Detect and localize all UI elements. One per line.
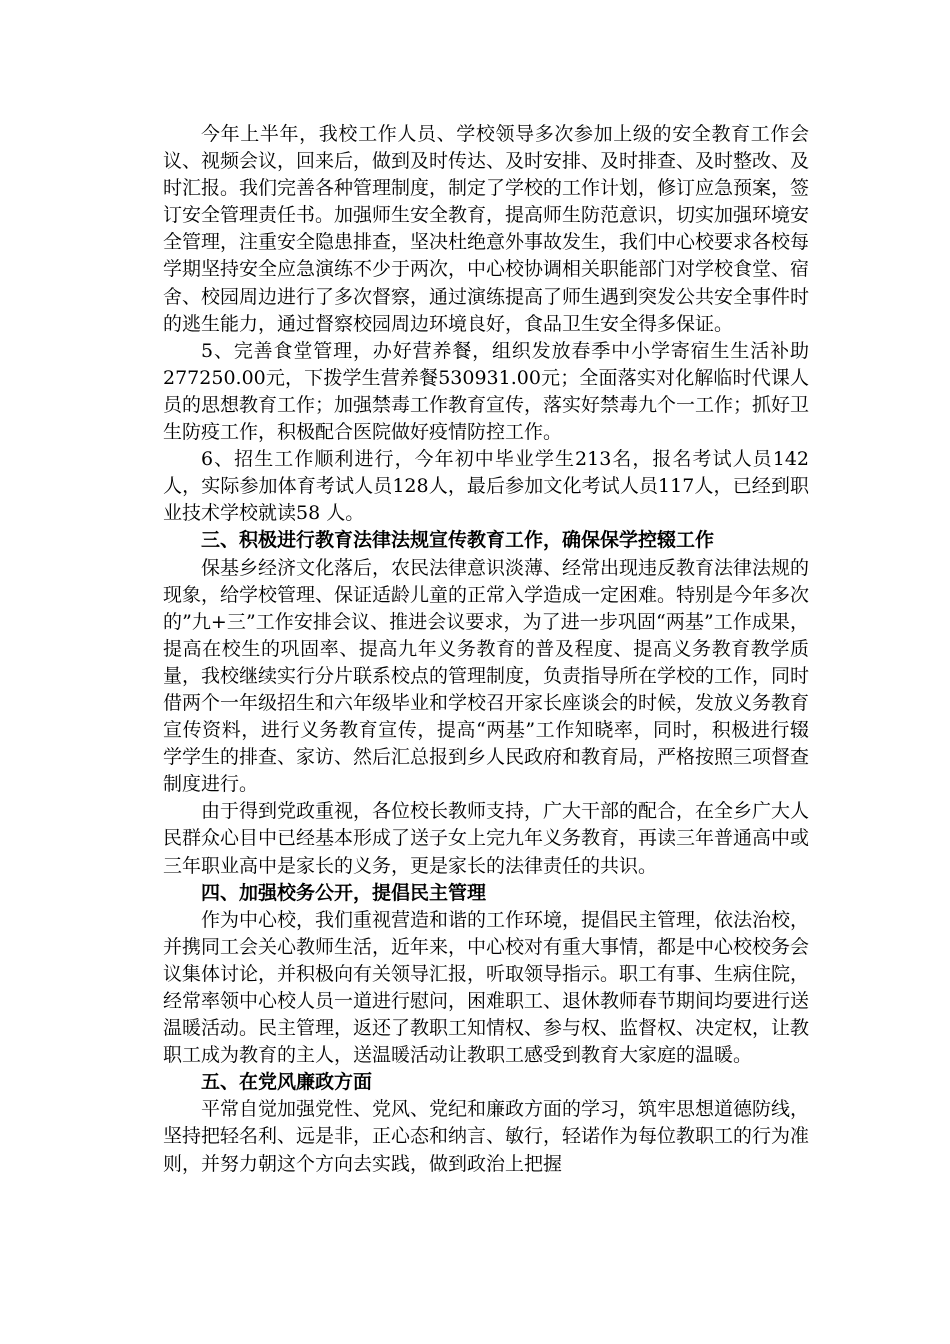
paragraph-democratic-management: 作为中心校，我们重视营造和谐的工作环境，提倡民主管理，依法治校，并携同工会关心教师生活，近年来，中心校对有重大事情，都是中心校校务会议集体讨论，并积极向有关领导汇报，听取领导指示。职工有事、生病住院，经常率领中心校人员一道进行慰问，困难职工、退休教师春节期间均要进行送温暖活动。民主管理，返还了教职工知情权、参与权、监督权、决定权，让教职工成为教育的主人，送温暖活动让教职工感受到教育大家庭的温暖。 [163, 908, 810, 1067]
paragraph-safety-education: 今年上半年，我校工作人员、学校领导多次参加上级的安全教育工作会议、视频会议，回来后，做到及时传达、及时安排、及时排查、及时整改、及时汇报。我们完善各种管理制度，制定了学校的工作计划，修订应急预案，签订安全管理责任书。加强师生安全教育，提高师生防范意识，切实加强环境安全管理，注重安全隐患排查，坚决杜绝意外事故发生，我们中心校要求各校每学期坚持安全应急演练不少于两次，中心校协调相关职能部门对学校食堂、宿舍、校园周边进行了多次督察，通过演练提高了师生遇到突发公共安全事件时的逃生能力，通过督察校园周边环境良好，食品卫生安全得多保证。 [163, 123, 810, 335]
paragraph-integrity-study: 平常自觉加强党性、党风、党纪和廉政方面的学习，筑牢思想道德防线，坚持把轻名利、远是非，正心态和纳言、敏行，轻诺作为每位教职工的行为准则，并努力朝这个方向去实践，做到政治上把握 [163, 1098, 810, 1175]
paragraph-canteen-management: 5、完善食堂管理，办好营养餐，组织发放春季中小学寄宿生生活补助277250.00元，下拨学生营养餐530931.00元；全面落实对化解临时代课人员的思想教育工作；加强禁毒工作教育宣传，落实好禁毒九个一工作；抓好卫生防疫工作，积极配合医院做好疫情防控工作。 [163, 339, 810, 444]
section-heading-school-affairs: 四、加强校务公开，提倡民主管理 [201, 881, 487, 904]
paragraph-enrollment: 6、招生工作顺利进行，今年初中毕业学生213名，报名考试人员142人，实际参加体育考试人员128人，最后参加文化考试人员117人，已经到职业技术学校就读58 人。 [163, 448, 809, 525]
section-heading-integrity: 五、在党风廉政方面 [201, 1071, 373, 1094]
document-page [163, 121, 809, 1178]
section-heading-law-education: 三、积极进行教育法律法规宣传教育工作，确保保学控辍工作 [201, 529, 715, 552]
paragraph-consensus: 由于得到党政重视，各位校长教师支持，广大干部的配合，在全乡广大人民群众心目中已经基本形成了送子女上完九年义务教育，再读三年普通高中或三年职业高中是家长的义务，更是家长的法律责任的共识。 [163, 800, 810, 877]
paragraph-law-awareness: 保基乡经济文化落后，农民法律意识淡薄、经常出现违反教育法律法规的现象，给学校管理、保证适龄儿童的正常入学造成一定困难。特别是今年多次的”九+三”工作安排会议、推进会议要求，为了进一步巩固“两基”工作成果，提高在校生的巩固率、提高九年义务教育的普及程度、提高义务教育教学质量，我校继续实行分片联系校点的管理制度，负责指导所在学校的工作，同时借两个一年级招生和六年级毕业和学校召开家长座谈会的时候，发放义务教育宣传资料，进行义务教育宣传，提高“两基”工作知晓率，同时，积极进行辍学学生的排查、家访、然后汇总报到乡人民政府和教育局，严格按照三项督查制度进行。 [163, 556, 810, 796]
